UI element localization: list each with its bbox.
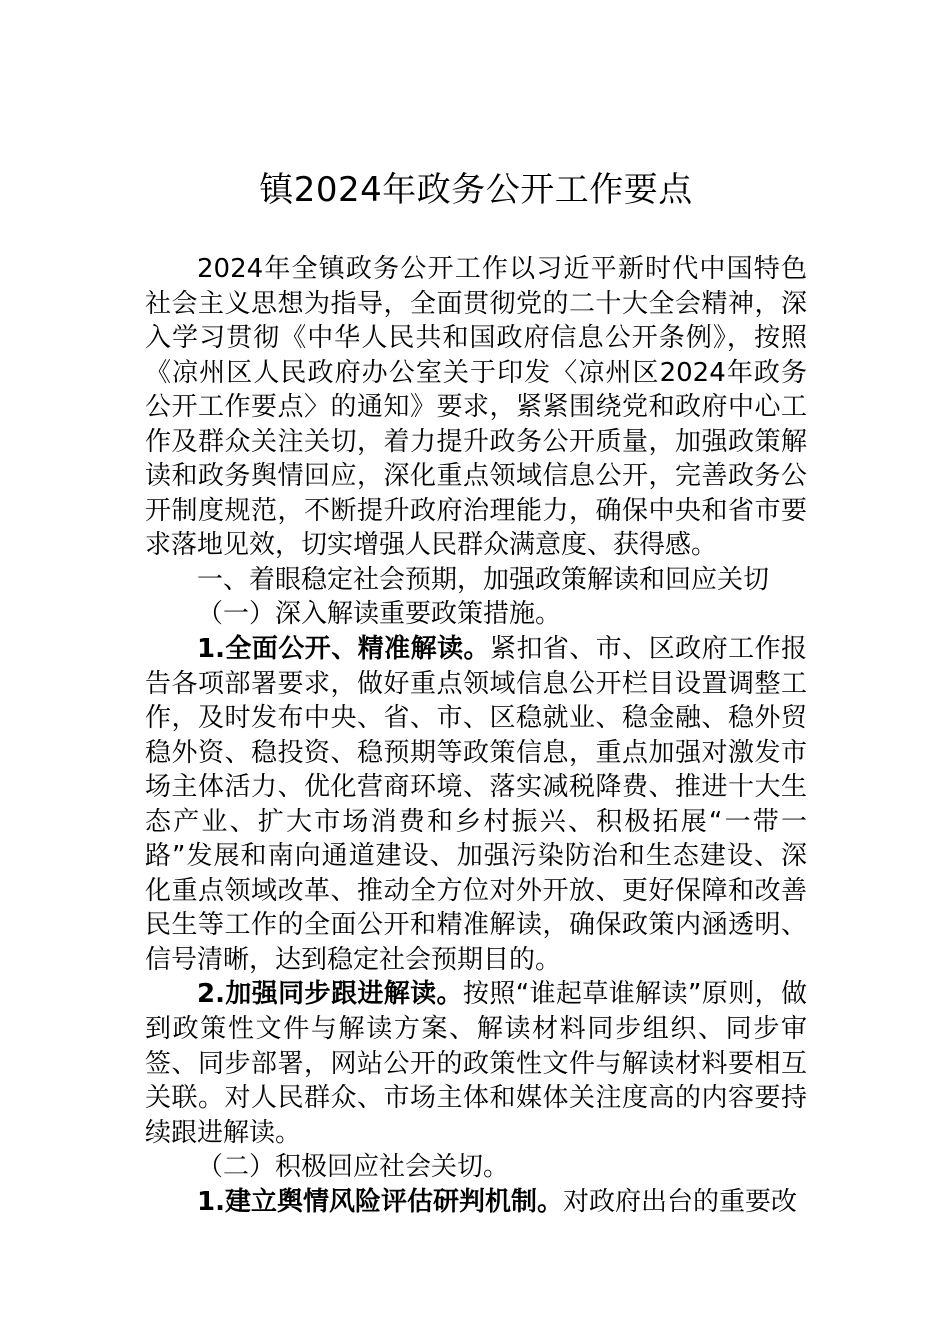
intro-paragraph: 2024年全镇政务公开工作以习近平新时代中国特色社会主义思想为指导，全面贯彻党的二十大全会精神，深入学习贯彻《中华人民共和国政府信息公开条例》，按照《凉州区人民政府办公室关于印发〈凉州区2024年政务公开工作要点〉的通知》要求，紧紧围绕党和政府中心工作及群众关注关切，着力提升政务公开质量，加强政策解读和政务舆情回应，深化重点领域信息公开，完善政务公开制度规范，不断提升政府治理能力，确保中央和省市要求落地见效，切实增强人民群众满意度、获得感。: [145, 254, 807, 561]
document-title: 镇2024年政务公开工作要点: [259, 170, 693, 210]
item-1-text: 紧扣省、市、区政府工作报告各项部署要求，做好重点领域信息公开栏目设置调整工作，及时发布中央、省、市、区稳就业、稳金融、稳外贸稳外资、稳投资、稳预期等政策信息，重点加强对激发市场主体活力、优化营商环境、落实减税降费、推进十大生态产业、扩大市场消费和乡村振兴、积极拓展“一带一路”发展和南向通道建设、加强污染防治和生态建设、深化重点领域改革、推动全方位对外开放、更好保障和改善民生等工作的全面公开和精准解读，确保政策内涵透明、信号清晰，达到稳定社会预期目的。: [145, 634, 807, 975]
section-1-heading: 一、着眼稳定社会预期，加强政策解读和回应关切: [197, 564, 770, 595]
item-2-bold-lead: 2.加强同步跟进解读。: [197, 979, 463, 1010]
item-2-paragraph: [145, 977, 807, 1150]
item-2-text: 按照“谁起草谁解读”原则，做到政策性文件与解读方案、解读材料同步组织、同步审签、同步部署，网站公开的政策性文件与解读材料要相互关联。对人民群众、市场主体和媒体关注度高的内容要持续跟进解读。: [145, 979, 807, 1148]
item-1-bold-lead: 1.全面公开、精准解读。: [197, 634, 490, 665]
item-3-paragraph: [145, 1185, 807, 1220]
item-3-text: 对政府出台的重要改: [562, 1186, 797, 1217]
item-1-paragraph: [145, 632, 807, 977]
document-body: [145, 252, 807, 1219]
subsection-2-heading: （二）积极回应社会关切。: [197, 1152, 510, 1183]
subsection-1-heading: （一）深入解读重要政策措施。: [197, 599, 562, 630]
item-3-bold-lead: 1.建立舆情风险评估研判机制。: [197, 1186, 563, 1217]
